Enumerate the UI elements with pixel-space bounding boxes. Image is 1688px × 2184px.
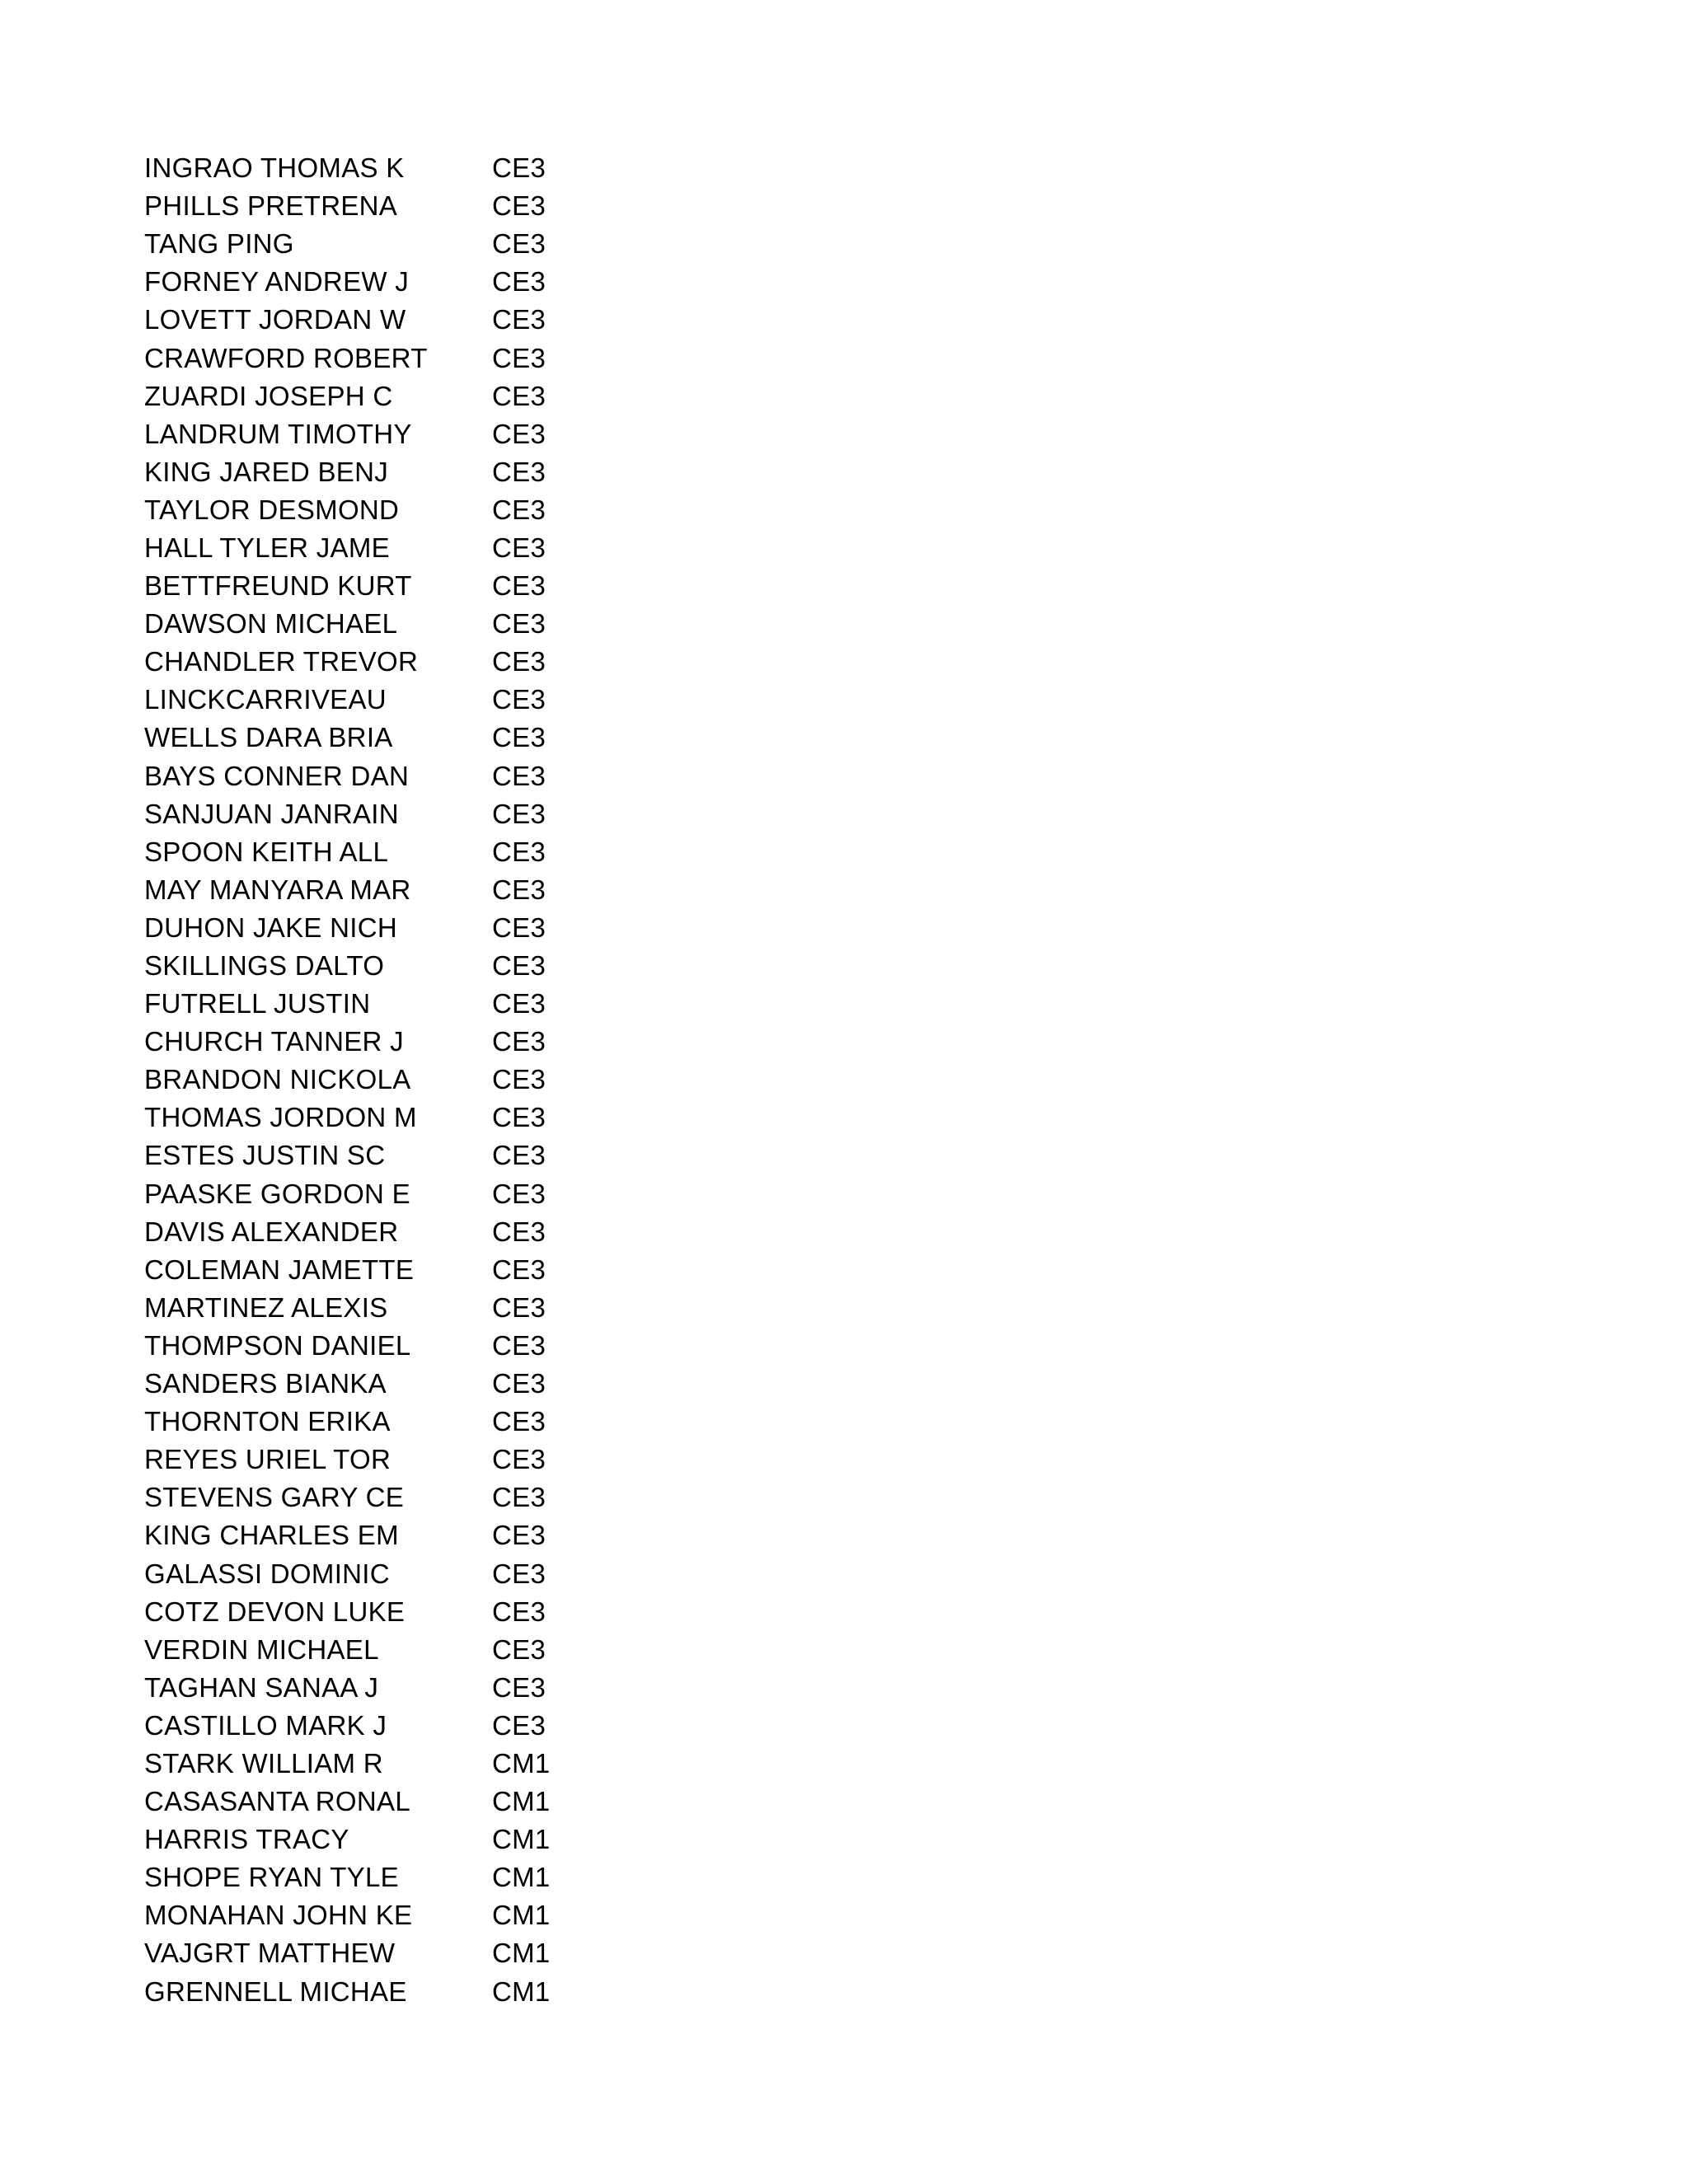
member-name: TAYLOR DESMOND	[144, 494, 400, 525]
member-name: SKILLINGS DALTO	[144, 950, 385, 982]
member-name: BAYS CONNER DAN	[144, 760, 410, 791]
roster-row	[144, 453, 591, 491]
roster-row	[144, 1289, 591, 1327]
roster-row	[144, 871, 591, 909]
member-name: VERDIN MICHAEL	[144, 1633, 379, 1665]
member-name: WELLS DARA BRIA	[144, 722, 393, 753]
member-name: ZUARDI JOSEPH C	[144, 380, 393, 411]
member-rate: CE3	[492, 988, 546, 1019]
member-rate: CM1	[492, 1975, 551, 2007]
member-name: CHANDLER TREVOR	[144, 646, 419, 677]
roster-row	[144, 909, 591, 947]
member-rate: CE3	[492, 1596, 546, 1627]
member-rate: CE3	[492, 1368, 546, 1399]
member-rate: CE3	[492, 836, 546, 867]
roster-row	[144, 529, 591, 567]
member-name: THOMAS JORDON M	[144, 1102, 417, 1133]
member-rate: CE3	[492, 1291, 546, 1323]
member-name: LOVETT JORDAN W	[144, 304, 406, 335]
member-rate: CE3	[492, 1254, 546, 1285]
member-name: TAGHAN SANAA J	[144, 1671, 379, 1703]
roster-row	[144, 1973, 591, 2011]
member-rate: CM1	[492, 1747, 551, 1779]
roster-row	[144, 1745, 591, 1783]
roster-row	[144, 377, 591, 415]
roster-row	[144, 1061, 591, 1099]
member-rate: CE3	[492, 608, 546, 640]
member-name: CRAWFORD ROBERT	[144, 342, 428, 373]
roster-row	[144, 1403, 591, 1441]
member-rate: CE3	[492, 152, 546, 184]
member-name: HARRIS TRACY	[144, 1824, 349, 1855]
member-name: SANDERS BIANKA	[144, 1368, 387, 1399]
member-rate: CE3	[492, 1520, 546, 1551]
roster-row	[144, 1858, 591, 1896]
member-name: HALL TYLER JAME	[144, 532, 390, 563]
roster-row	[144, 1175, 591, 1213]
member-name: VAJGRT MATTHEW	[144, 1938, 396, 1969]
member-rate: CE3	[492, 950, 546, 982]
member-rate: CE3	[492, 798, 546, 829]
member-rate: CE3	[492, 912, 546, 943]
member-rate: CE3	[492, 646, 546, 677]
roster-row	[144, 1365, 591, 1403]
roster-row	[144, 1821, 591, 1858]
member-rate: CE3	[492, 1444, 546, 1475]
member-name: COLEMAN JAMETTE	[144, 1254, 415, 1285]
roster-row	[144, 263, 591, 301]
member-rate: CE3	[492, 1482, 546, 1513]
member-name: CASTILLO MARK J	[144, 1709, 387, 1741]
member-name: THORNTON ERIKA	[144, 1406, 391, 1437]
roster-row	[144, 1479, 591, 1516]
roster-row	[144, 1516, 591, 1554]
member-name: GRENNELL MICHAE	[144, 1975, 407, 2007]
roster-row	[144, 1631, 591, 1669]
roster-row	[144, 1593, 591, 1631]
roster-row	[144, 1137, 591, 1174]
roster-row	[144, 1023, 591, 1061]
roster-row	[144, 643, 591, 681]
member-name: BRANDON NICKOLA	[144, 1064, 411, 1095]
member-rate: CE3	[492, 722, 546, 753]
member-rate: CE3	[492, 1558, 546, 1589]
roster-row	[144, 1554, 591, 1592]
member-name: BETTFREUND KURT	[144, 570, 412, 602]
member-name: SHOPE RYAN TYLE	[144, 1862, 399, 1893]
member-rate: CE3	[492, 1178, 546, 1209]
roster-row	[144, 1251, 591, 1289]
roster-row	[144, 1099, 591, 1137]
roster-row	[144, 301, 591, 339]
member-rate: CE3	[492, 266, 546, 298]
member-name: MONAHAN JOHN KE	[144, 1900, 413, 1931]
member-rate: CE3	[492, 874, 546, 905]
member-rate: CE3	[492, 1140, 546, 1171]
member-name: STEVENS GARY CE	[144, 1482, 405, 1513]
roster-row	[144, 225, 591, 263]
member-name: CASASANTA RONAL	[144, 1786, 410, 1817]
member-name: KING CHARLES EM	[144, 1520, 399, 1551]
roster-row	[144, 681, 591, 719]
member-name: MAY MANYARA MAR	[144, 874, 411, 905]
member-rate: CE3	[492, 1671, 546, 1703]
member-name: THOMPSON DANIEL	[144, 1329, 411, 1361]
member-rate: CE3	[492, 380, 546, 411]
member-rate: CE3	[492, 1329, 546, 1361]
roster-row	[144, 1327, 591, 1365]
roster-row	[144, 567, 591, 605]
member-rate: CM1	[492, 1786, 551, 1817]
member-name: PHILLS PRETRENA	[144, 190, 398, 222]
roster-row	[144, 339, 591, 377]
roster-row	[144, 947, 591, 985]
member-rate: CE3	[492, 1406, 546, 1437]
member-name: DUHON JAKE NICH	[144, 912, 398, 943]
member-name: STARK WILLIAM R	[144, 1747, 383, 1779]
member-rate: CM1	[492, 1938, 551, 1969]
roster-row	[144, 1441, 591, 1479]
member-rate: CE3	[492, 1633, 546, 1665]
member-name: INGRAO THOMAS K	[144, 152, 405, 184]
roster-row	[144, 757, 591, 795]
member-name: COTZ DEVON LUKE	[144, 1596, 406, 1627]
member-name: FUTRELL JUSTIN	[144, 988, 371, 1019]
roster-row	[144, 833, 591, 871]
member-name: DAVIS ALEXANDER	[144, 1216, 399, 1247]
member-name: REYES URIEL TOR	[144, 1444, 392, 1475]
roster-row	[144, 187, 591, 225]
member-name: CHURCH TANNER J	[144, 1026, 404, 1057]
roster-row	[144, 795, 591, 833]
member-name: MARTINEZ ALEXIS	[144, 1291, 388, 1323]
member-name: SANJUAN JANRAIN	[144, 798, 399, 829]
member-name: GALASSI DOMINIC	[144, 1558, 390, 1589]
member-rate: CE3	[492, 304, 546, 335]
member-name: PAASKE GORDON E	[144, 1178, 410, 1209]
member-rate: CE3	[492, 190, 546, 222]
roster-list	[144, 149, 591, 2011]
member-rate: CM1	[492, 1862, 551, 1893]
member-rate: CE3	[492, 1102, 546, 1133]
member-rate: CE3	[492, 570, 546, 602]
roster-row	[144, 491, 591, 529]
member-rate: CE3	[492, 228, 546, 260]
member-rate: CM1	[492, 1900, 551, 1931]
member-rate: CE3	[492, 1709, 546, 1741]
member-name: TANG PING	[144, 228, 294, 260]
member-rate: CE3	[492, 456, 546, 487]
member-rate: CE3	[492, 684, 546, 715]
member-rate: CE3	[492, 342, 546, 373]
member-name: LANDRUM TIMOTHY	[144, 418, 412, 449]
member-name: DAWSON MICHAEL	[144, 608, 398, 640]
roster-row	[144, 1707, 591, 1745]
roster-row	[144, 985, 591, 1023]
roster-row	[144, 1669, 591, 1707]
member-name: FORNEY ANDREW J	[144, 266, 410, 298]
member-rate: CE3	[492, 760, 546, 791]
roster-row	[144, 605, 591, 643]
member-rate: CE3	[492, 418, 546, 449]
member-rate: CE3	[492, 494, 546, 525]
roster-row	[144, 149, 591, 187]
member-name: ESTES JUSTIN SC	[144, 1140, 386, 1171]
roster-row	[144, 719, 591, 757]
member-rate: CM1	[492, 1824, 551, 1855]
roster-row	[144, 415, 591, 453]
member-name: LINCKCARRIVEAU	[144, 684, 387, 715]
roster-row	[144, 1213, 591, 1251]
member-rate: CE3	[492, 1216, 546, 1247]
member-rate: CE3	[492, 532, 546, 563]
member-rate: CE3	[492, 1026, 546, 1057]
member-name: KING JARED BENJ	[144, 456, 389, 487]
member-name: SPOON KEITH ALL	[144, 836, 389, 867]
member-rate: CE3	[492, 1064, 546, 1095]
roster-row	[144, 1934, 591, 1972]
roster-row	[144, 1896, 591, 1934]
roster-row	[144, 1783, 591, 1821]
